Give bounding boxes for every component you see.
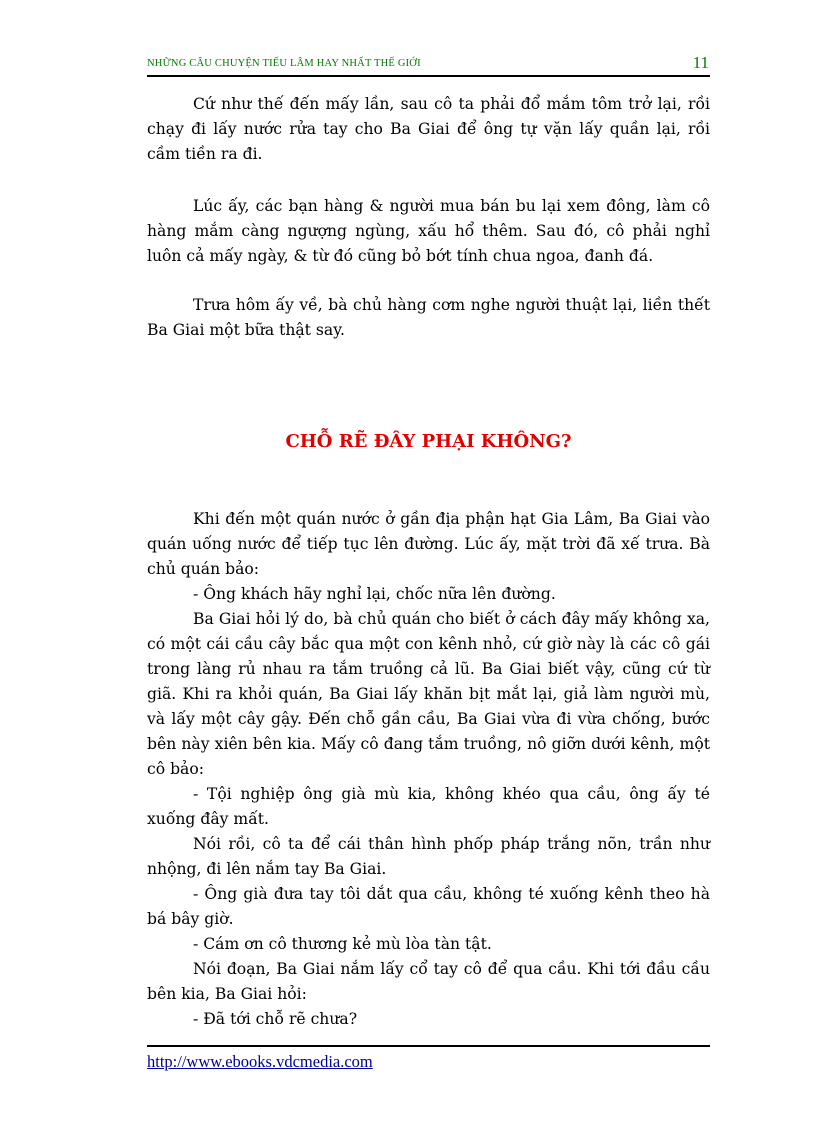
intro-paragraph-3 <box>147 293 710 343</box>
dialogue-line: - Tội nghiệp ông già mù kia, không khéo qua cầu, ông ấy té xuống đây mất. <box>147 785 710 828</box>
dialogue-line: - Cám ơn cô thương kẻ mù lòa tàn tật. <box>193 935 492 953</box>
dialogue-line: - Ông khách hãy nghỉ lại, chốc nữa lên đường. <box>193 585 556 603</box>
intro-paragraph-2 <box>147 194 710 269</box>
paragraph: Nói đoạn, Ba Giai nắm lấy cổ tay cô để qua cầu. Khi tới đầu cầu bên kia, Ba Giai hỏi: <box>147 960 710 1003</box>
running-header-title: NHỮNG CÂU CHUYỆN TIẾU LÂM HAY NHẤT THẾ GIỚI <box>147 58 421 69</box>
running-header <box>147 53 710 77</box>
page-number: 11 <box>692 53 709 72</box>
story-heading: CHỖ RẼ ĐÂY PHẠI KHÔNG? <box>285 431 572 452</box>
paragraph: Khi đến một quán nước ở gần địa phận hạt Gia Lâm, Ba Giai vào quán uống nước để tiếp tục lên đường. Lúc ấy, mặt trời đã xế trưa. Bà chủ quán bảo: <box>147 510 710 578</box>
intro-paragraph-1 <box>147 92 710 167</box>
dialogue-line: - Ông già đưa tay tôi dắt qua cầu, không té xuống kênh theo hà bá bây giờ. <box>147 885 710 928</box>
paragraph: Cứ như thế đến mấy lần, sau cô ta phải đổ mắm tôm trở lại, rồi chạy đi lấy nước rửa tay cho Ba Giai để ông tự vặn lấy quần lại, rồi cầm tiền ra đi. <box>147 95 710 163</box>
paragraph: Ba Giai hỏi lý do, bà chủ quán cho biết ở cách đây mấy không xa, có một cái cầu cây bắc qua một con kênh nhỏ, cứ giờ này là các cô gái trong làng rủ nhau ra tắm truồng cả lũ. Ba Giai biết vậy, cũng cứ từ giã. Khi ra khỏi quán, Ba Giai lấy khăn bịt mắt lại, giả làm người mù, và lấy một cây gậy. Đến chỗ gần cầu, Ba Giai vừa đi vừa chống, bước bên này xiên bên kia. Mấy cô đang tắm truồng, nô giỡn dưới kênh, một cô bảo: <box>147 610 710 778</box>
paragraph: Trưa hôm ấy về, bà chủ hàng cơm nghe người thuật lại, liền thết Ba Giai một bữa thật say. <box>147 296 710 339</box>
footer-divider <box>147 1045 710 1047</box>
paragraph: Nói rồi, cô ta để cái thân hình phốp pháp trắng nõn, trần như nhộng, đi lên nắm tay Ba Giai. <box>147 835 710 878</box>
paragraph: Lúc ấy, các bạn hàng & người mua bán bu lại xem đông, làm cô hàng mắm càng ngượng ngùng, xấu hổ thêm. Sau đó, cô phải nghỉ luôn cả mấy ngày, & từ đó cũng bỏ bớt tính chua ngoa, đanh đá. <box>147 197 710 265</box>
dialogue-line: - Đã tới chỗ rẽ chưa? <box>193 1010 358 1028</box>
footer-link[interactable]: http://www.ebooks.vdcmedia.com <box>147 1052 373 1071</box>
story-body <box>147 507 710 1032</box>
